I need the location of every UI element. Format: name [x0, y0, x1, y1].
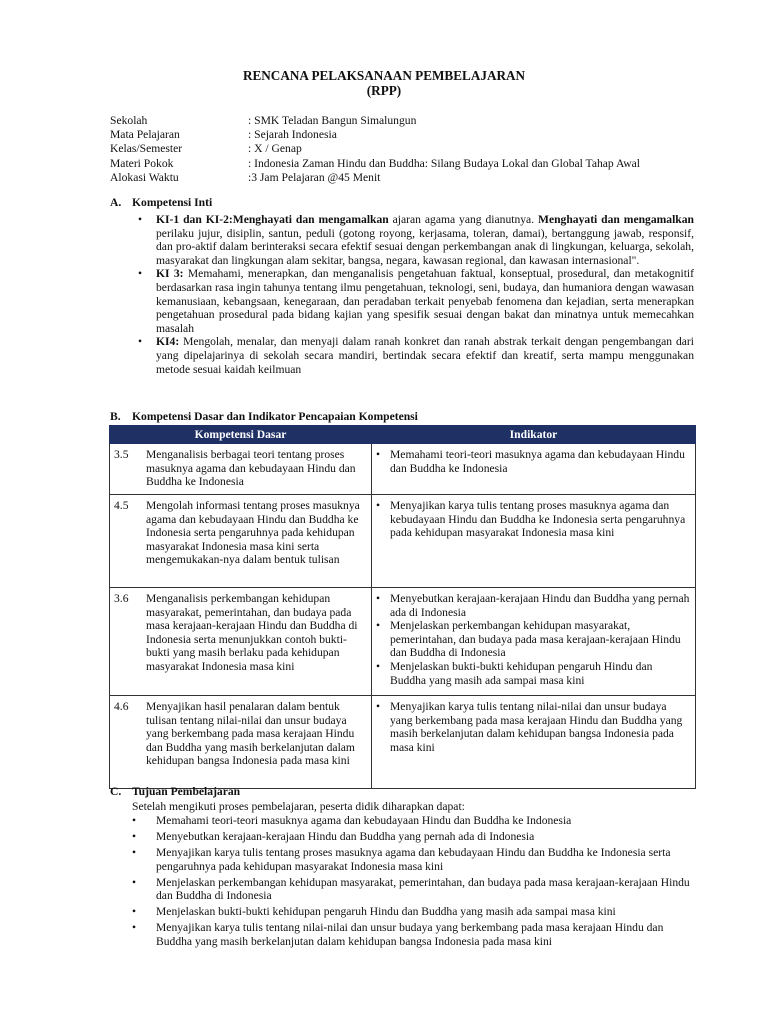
identity-label: Alokasi Waktu — [110, 170, 179, 184]
bullet-icon: • — [132, 875, 137, 889]
indicator-item — [376, 592, 691, 619]
section-c-heading — [110, 785, 240, 799]
objective-text: Menyajikan karya tulis tentang proses masuknya agama dan kebudayaan Hindu dan Buddha ke Indonesia serta pengaruhnya pada kehidupan masyarakat Indonesia masa kini — [156, 845, 671, 873]
identity-label: Mata Pelajaran — [110, 128, 180, 142]
indicator-item — [376, 448, 691, 475]
ki-text: Memahami, menerapkan, dan menganalisis pengetahuan faktual, konseptual, prosedural, dan metakognitif berdasarkan rasa ingin tahunya tentang ilmu pengetahuan, teknologi, seni, budaya, dan humaniora dengan wawasan kemanusiaan, kebangsaan, kenegaraan, dan peradaban terkait penyebab fenomena dan kejadian, serta menerapkan pengetahuan prosedural pada bidang kajian yang spesifik sesuai dengan bakat dan minatnya untuk memecahkan masalah — [156, 267, 694, 335]
section-b-heading — [110, 410, 418, 424]
objective-text: Menjelaskan perkembangan kehidupan masyarakat, pemerintahan, dan budaya pada masa kerajaan-kerajaan Hindu dan Buddha di Indonesia — [156, 875, 690, 903]
kd-column-header: Kompetensi Dasar — [110, 426, 372, 444]
kd-number: 3.6 — [114, 592, 129, 605]
bullet-icon: • — [132, 921, 137, 935]
table-row — [110, 495, 696, 588]
bullet-icon: • — [132, 814, 137, 827]
section-a-heading — [110, 196, 212, 210]
kd-table — [109, 425, 696, 789]
bullet-icon: • — [376, 619, 381, 633]
document-title: RENCANA PELAKSANAAN PEMBELAJARAN — [242, 68, 526, 83]
ki-item — [138, 213, 694, 267]
objective-text: Menjelaskan bukti-bukti kehidupan pengaruh Hindu dan Buddha yang masih ada sampai masa kini — [156, 905, 616, 919]
ki-text: perilaku jujur, disiplin, santun, peduli (gotong royong, kerjasama, toleran, damai), bertanggung jawab, responsif, dan pro-aktif dalam berinteraksi secara efektif sesuai dengan perkembangan anak di lingkungan, keluarga, sekolah, masyarakat dan lingkungan alam sekitar, bangsa, negara, kawasan regional, dan kawasan internasional". — [156, 226, 694, 267]
ki-text: ajaran agama yang dianutnya. — [388, 213, 539, 226]
identity-row — [110, 157, 640, 171]
indicator-item — [376, 700, 691, 754]
indicator-cell — [372, 696, 696, 789]
bullet-icon: • — [138, 267, 143, 281]
ki-lead: KI 3: — [156, 267, 184, 281]
indicator-item — [376, 499, 691, 540]
bullet-icon: • — [376, 659, 381, 673]
section-title: Kompetensi Inti — [132, 196, 213, 209]
objective-list — [132, 814, 692, 951]
bullet-icon: • — [376, 448, 381, 461]
kd-cell — [110, 696, 372, 789]
kd-number: 3.5 — [114, 448, 129, 461]
section-title: Kompetensi Dasar dan Indikator Pencapaian Kompetensi — [132, 410, 418, 423]
indicator-text: Menjelaskan perkembangan kehidupan masyarakat, pemerintahan, dan budaya pada masa kerajaan-kerajaan Hindu dan Buddha di Indonesia — [390, 619, 681, 660]
identity-block — [110, 114, 640, 185]
identity-row — [110, 114, 640, 128]
objective-text: Memahami teori-teori masuknya agama dan kebudayaan Hindu dan Buddha ke Indonesia — [156, 814, 572, 827]
identity-label: Sekolah — [110, 114, 148, 127]
list-item — [132, 846, 692, 873]
bullet-icon: • — [376, 499, 381, 512]
kd-text: Menganalisis berbagai teori tentang proses masuknya agama dan kebudayaan Hindu dan Buddha ke Indonesia — [146, 448, 356, 489]
list-item — [132, 905, 692, 919]
identity-row — [110, 142, 640, 156]
indicator-text: Menjelaskan bukti-bukti kehidupan pengaruh Hindu dan Buddha yang masih ada sampai masa kini — [390, 659, 653, 687]
bullet-icon: • — [138, 213, 143, 226]
bullet-icon: • — [376, 592, 381, 605]
bullet-icon: • — [132, 905, 137, 919]
list-item — [132, 876, 692, 903]
section-title: Tujuan Pembelajaran — [132, 785, 241, 798]
indicator-text: Memahami teori-teori masuknya agama dan kebudayaan Hindu dan Buddha ke Indonesia — [390, 448, 685, 475]
identity-value: :3 Jam Pelajaran @45 Menit — [248, 170, 381, 184]
objective-text: Menyajikan karya tulis tentang nilai-nilai dan unsur budaya yang berkembang pada masa kerajaan Hindu dan Buddha yang masih berkelanjutan dalam kehidupan bangsa Indonesia pada masa kini — [156, 921, 664, 948]
identity-label: Materi Pokok — [110, 156, 174, 170]
kd-cell — [110, 444, 372, 495]
indicator-text: Menyajikan karya tulis tentang proses masuknya agama dan kebudayaan Hindu dan Buddha ke Indonesia serta pengaruhnya pada kehidupan masyarakat Indonesia masa kini — [390, 499, 686, 540]
bullet-icon: • — [138, 335, 143, 349]
kd-cell — [110, 495, 372, 588]
ki-item — [138, 335, 694, 376]
list-item — [132, 921, 692, 948]
objective-text: Menyebutkan kerajaan-kerajaan Hindu dan Buddha yang pernah ada di Indonesia — [156, 829, 535, 843]
identity-value: : Sejarah Indonesia — [248, 128, 337, 142]
ki-lead: KI-1 dan KI-2:Menghayati dan mengamalkan — [156, 213, 389, 226]
list-item — [132, 830, 692, 844]
section-number: A. — [110, 196, 122, 209]
list-item — [132, 814, 692, 828]
bullet-icon: • — [132, 829, 137, 843]
kd-number: 4.5 — [114, 499, 129, 512]
identity-label: Kelas/Semester — [110, 142, 183, 156]
identity-row — [110, 171, 640, 185]
ki-text: Mengolah, menalar, dan menyaji dalam ranah konkret dan ranah abstrak terkait dengan pengembangan dari yang dipelajarinya di sekolah secara mandiri, bertindak secara efektif dan kreatif, serta mampu menggunakan metode sesuai kaidah keilmuan — [156, 335, 694, 376]
kd-table-header — [110, 426, 696, 444]
kd-cell — [110, 588, 372, 696]
identity-value: : X / Genap — [248, 142, 302, 156]
indicator-text: Menyebutkan kerajaan-kerajaan Hindu dan Buddha yang pernah ada di Indonesia — [390, 592, 690, 619]
table-row — [110, 696, 696, 789]
indicator-text: Menyajikan karya tulis tentang nilai-nilai dan unsur budaya yang berkembang pada masa kerajaan Hindu dan Buddha yang masih berkelanjutan dalam kehidupan bangsa Indonesia pada masa kini — [390, 700, 683, 754]
ki-lead: KI4: — [156, 335, 180, 349]
identity-value: : Indonesia Zaman Hindu dan Buddha: Silang Budaya Lokal dan Global Tahap Awal — [248, 156, 641, 170]
table-row — [110, 588, 696, 696]
kd-text: Menganalisis perkembangan kehidupan masyarakat, pemerintahan, dan budaya pada masa kerajaan-kerajaan Hindu dan Buddha di Indonesia serta menunjukkan contoh bukti-bukti yang masih berlaku pada kehidupan masyarakat Indonesia masa kini — [146, 592, 358, 673]
identity-value: : SMK Teladan Bangun Simalungun — [248, 114, 417, 127]
section-number: B. — [110, 410, 121, 423]
indicator-cell — [372, 588, 696, 696]
document-subtitle: (RPP) — [366, 83, 402, 98]
indicator-cell — [372, 495, 696, 588]
indicator-column-header: Indikator — [372, 426, 696, 444]
objective-intro: Setelah mengikuti proses pembelajaran, peserta didik diharapkan dapat: — [132, 800, 465, 813]
table-row — [110, 444, 696, 495]
kd-text: Menyajikan hasil penalaran dalam bentuk tulisan tentang nilai-nilai dan unsur budaya yang berkembang pada masa kerajaan Hindu dan Buddha yang masih berkelanjutan dalam kehidupan bangsa Indonesia pada masa kini — [146, 700, 355, 768]
identity-row — [110, 128, 640, 142]
indicator-item — [376, 660, 691, 687]
bullet-icon: • — [376, 700, 381, 713]
bullet-icon: • — [132, 845, 137, 859]
kd-number: 4.6 — [114, 700, 129, 713]
ki-item — [138, 267, 694, 335]
indicator-item — [376, 619, 691, 660]
indicator-cell — [372, 444, 696, 495]
kd-text: Mengolah informasi tentang proses masuknya agama dan kebudayaan Hindu dan Buddha ke Indonesia serta pengaruhnya pada kehidupan masyarakat Indonesia masa kini serta mengemukakan-nya dalam bentuk tulisan — [146, 499, 360, 567]
ki-bold: Menghayati dan mengamalkan — [538, 213, 694, 226]
section-number: C. — [110, 785, 122, 798]
ki-list — [138, 213, 694, 376]
